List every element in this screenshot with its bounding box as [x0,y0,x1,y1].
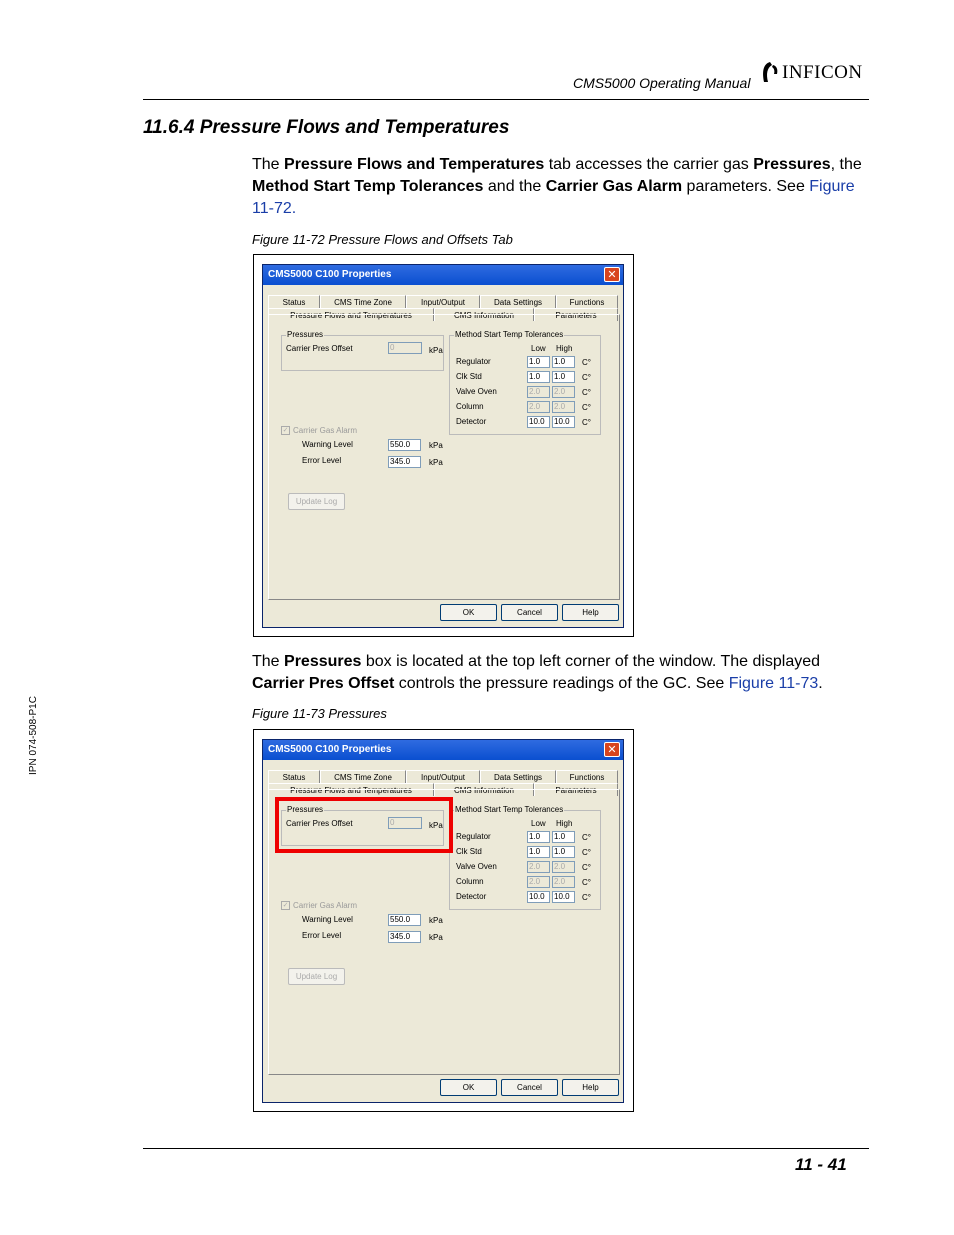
row-label: Detector [456,417,487,426]
row-high-input[interactable]: 1.0 [552,371,575,383]
manual-title: CMS5000 Operating Manual [573,75,751,91]
method-start-temp-group: Method Start Temp Tolerances Low High Regulator 1.0 1.0 C° Clk Std 1.0 1.0 C° Valve Oven 2.0 2.0 C° Column 2.0 2.0 C° Detector 10.0 10.0 C° [449,335,601,435]
unit-c: C° [582,878,591,887]
tab-functions[interactable]: Functions [556,770,618,783]
row-high-input[interactable]: 2.0 [552,876,575,888]
carrier-pres-offset-input[interactable]: 0 [388,817,422,829]
dialog-title: CMS5000 C100 Properties [263,740,623,760]
tab-parameters[interactable]: Parameters [534,783,618,796]
warning-level-label: Warning Level [302,440,353,449]
kpa-unit: kPa [429,916,443,925]
col-high: High [556,344,573,353]
unit-c: C° [582,833,591,842]
help-button[interactable]: Help [562,1079,619,1096]
row-high-input[interactable]: 2.0 [552,386,575,398]
update-log-button[interactable]: Update Log [288,968,345,985]
row-label: Column [456,877,484,886]
logo-mark-icon [760,60,780,84]
col-low: Low [531,819,546,828]
properties-dialog [262,264,624,628]
tab-parameters[interactable]: Parameters [534,308,618,321]
row-high-input[interactable]: 1.0 [552,831,575,843]
row-label: Valve Oven [456,387,497,396]
figure-caption-11-72: Figure 11-72 Pressure Flows and Offsets Tab [252,232,513,247]
warning-level-label: Warning Level [302,915,353,924]
error-level-input[interactable]: 345.0 [388,931,421,943]
section-heading: 11.6.4 Pressure Flows and Temperatures [143,117,510,138]
close-icon[interactable]: ✕ [604,267,620,282]
warning-level-input[interactable]: 550.0 [388,914,421,926]
ok-button[interactable]: OK [440,1079,497,1096]
row-low-input[interactable]: 2.0 [527,861,550,873]
carrier-gas-alarm-checkbox[interactable]: ✓ [282,902,289,909]
inficon-logo [760,60,875,86]
tab-pressure-flows[interactable]: Pressure Flows and Temperatures [268,783,434,796]
row-high-input[interactable]: 10.0 [552,416,575,428]
tab-functions[interactable]: Functions [556,295,618,308]
row-high-input[interactable]: 2.0 [552,401,575,413]
row-high-input[interactable]: 1.0 [552,356,575,368]
properties-dialog [262,739,624,1103]
footer-rule [143,1148,869,1149]
carrier-pres-offset-label: Carrier Pres Offset [286,819,353,828]
tab-status[interactable]: Status [268,295,320,308]
tab-data-settings[interactable]: Data Settings [480,770,556,783]
document-ipn: IPN 074-508-P1C [28,696,39,775]
figure-link-11-73[interactable]: Figure 11-73 [728,675,819,692]
row-high-input[interactable]: 10.0 [552,891,575,903]
tab-cms-information[interactable]: CMS Information [434,783,534,796]
tab-row-1 [268,770,620,783]
header-rule [143,99,869,100]
unit-c: C° [582,863,591,872]
figure-11-72 [253,254,634,637]
tab-pressure-flows[interactable]: Pressure Flows and Temperatures [268,308,434,321]
pressures-highlight-box [275,797,453,853]
kpa-unit: kPa [429,821,443,830]
logo-text: INFICON [782,62,863,83]
page-number: 11 - 41 [795,1155,847,1174]
row-low-input[interactable]: 10.0 [527,891,550,903]
col-high: High [556,819,573,828]
row-low-input[interactable]: 2.0 [527,401,550,413]
paragraph-2: The Pressures box is located at the top left corner of the window. The displayed Carrier Pres Offset controls the pressure readings of the GC. See Figure 11-73. [252,653,823,692]
tab-data-settings[interactable]: Data Settings [480,295,556,308]
cancel-button[interactable]: Cancel [501,604,558,621]
tab-row-1 [268,295,620,308]
unit-c: C° [582,388,591,397]
row-label: Valve Oven [456,862,497,871]
row-low-input[interactable]: 1.0 [527,831,550,843]
carrier-gas-alarm-label: Carrier Gas Alarm [293,426,358,435]
row-label: Regulator [456,832,491,841]
carrier-gas-alarm-label: Carrier Gas Alarm [293,901,358,910]
error-level-label: Error Level [302,456,342,465]
method-start-temp-group: Method Start Temp Tolerances Low High Regulator 1.0 1.0 C° Clk Std 1.0 1.0 C° Valve Oven 2.0 2.0 C° Column 2.0 2.0 C° Detector 10.0 10.0 C° [449,810,601,910]
tab-cms-information[interactable]: CMS Information [434,308,534,321]
help-button[interactable]: Help [562,604,619,621]
warning-level-input[interactable]: 550.0 [388,439,421,451]
unit-c: C° [582,848,591,857]
row-low-input[interactable]: 2.0 [527,876,550,888]
unit-c: C° [582,893,591,902]
cancel-button[interactable]: Cancel [501,1079,558,1096]
figure-caption-11-73: Figure 11-73 Pressures [252,706,387,721]
tab-input-output[interactable]: Input/Output [406,770,480,783]
tab-input-output[interactable]: Input/Output [406,295,480,308]
tab-cms-time-zone[interactable]: CMS Time Zone [320,770,406,783]
carrier-pres-offset-label: Carrier Pres Offset [286,344,353,353]
row-label: Column [456,402,484,411]
unit-c: C° [582,418,591,427]
unit-c: C° [582,358,591,367]
error-level-input[interactable]: 345.0 [388,456,421,468]
dialog-title: CMS5000 C100 Properties [263,265,623,285]
carrier-gas-alarm-checkbox[interactable]: ✓ [282,427,289,434]
row-high-input[interactable]: 2.0 [552,861,575,873]
tab-panel [268,314,620,600]
paragraph-1: The Pressure Flows and Temperatures tab accesses the carrier gas Pressures, the Method Start Temp Tolerances and the Carrier Gas Alarm parameters. See Figure 11-72. [252,156,862,217]
row-low-input[interactable]: 2.0 [527,386,550,398]
tab-status[interactable]: Status [268,770,320,783]
carrier-pres-offset-input[interactable]: 0 [388,342,422,354]
close-icon[interactable]: ✕ [604,742,620,757]
update-log-button[interactable]: Update Log [288,493,345,510]
figure-11-73 [253,729,634,1112]
unit-c: C° [582,403,591,412]
kpa-unit: kPa [429,933,443,942]
figure-link-11-72[interactable]: Figure 11-72. [252,178,855,217]
row-label: Regulator [456,357,491,366]
row-low-input[interactable]: 1.0 [527,371,550,383]
row-label: Detector [456,892,487,901]
tab-cms-time-zone[interactable]: CMS Time Zone [320,295,406,308]
kpa-unit: kPa [429,458,443,467]
error-level-label: Error Level [302,931,342,940]
kpa-unit: kPa [429,441,443,450]
row-high-input[interactable]: 1.0 [552,846,575,858]
pressures-group: Pressures Carrier Pres Offset 0 kPa [281,810,444,846]
row-low-input[interactable]: 1.0 [527,846,550,858]
pressures-group: Pressures Carrier Pres Offset 0 kPa [281,335,444,371]
row-label: Clk Std [456,372,482,381]
kpa-unit: kPa [429,346,443,355]
row-low-input[interactable]: 10.0 [527,416,550,428]
row-label: Clk Std [456,847,482,856]
row-low-input[interactable]: 1.0 [527,356,550,368]
col-low: Low [531,344,546,353]
ok-button[interactable]: OK [440,604,497,621]
unit-c: C° [582,373,591,382]
